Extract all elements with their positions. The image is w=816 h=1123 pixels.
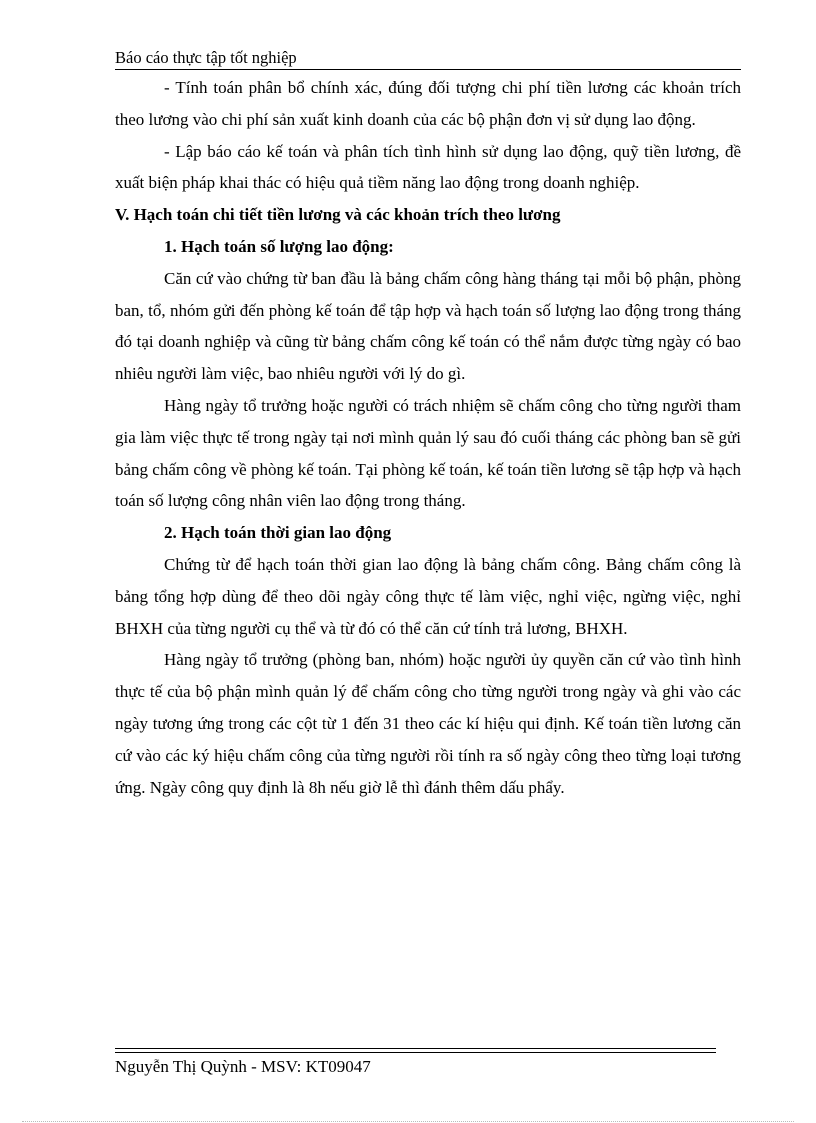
header-rule — [115, 69, 741, 70]
paragraph-timesheet-document: Chứng từ để hạch toán thời gian lao động là bảng chấm công. Bảng chấm công là bảng tổng hợp dùng để theo dõi ngày công thực tế làm việc, nghỉ việc, ngừng việc, nghỉ BHXH của từng người cụ thể và từ đó có thể căn cứ tính trả lương, BHXH. — [115, 554, 741, 638]
paragraph-daily-timekeeping: Hàng ngày tổ trưởng hoặc người có trách nhiệm sẽ chấm công cho từng người tham gia làm việc thực tế trong ngày tại nơi mình quản lý sau đó cuối tháng các phòng ban sẽ gửi bảng chấm công về phòng kế toán. Tại phòng kế toán, kế toán tiền lương sẽ tập hợp và hạch toán số lượng công nhân viên lao động trong tháng. — [115, 395, 741, 511]
paragraph-allocation: - Tính toán phân bổ chính xác, đúng đối tượng chi phí tiền lương các khoản trích theo lương vào chi phí sản xuất kinh doanh của các bộ phận đơn vị sử dụng lao động. — [115, 78, 741, 129]
footer-rule-top — [115, 1048, 716, 1049]
page-edge-divider — [22, 1121, 794, 1122]
subheading-labor-quantity: 1. Hạch toán số lượng lao động: — [164, 236, 394, 256]
footer-rule-bottom — [115, 1052, 716, 1053]
paragraph-reporting: - Lập báo cáo kế toán và phân tích tình hình sử dụng lao động, quỹ tiền lương, đề xuất biện pháp khai thác có hiệu quả tiềm năng lao động trong doanh nghiệp. — [115, 141, 741, 193]
page-header-title: Báo cáo thực tập tốt nghiệp — [115, 48, 297, 67]
subheading-labor-time: 2. Hạch toán thời gian lao động — [164, 523, 392, 543]
section-heading-v: V. Hạch toán chi tiết tiền lương và các khoản trích theo lương — [115, 205, 561, 225]
page-footer-author: Nguyễn Thị Quỳnh - MSV: KT09047 — [115, 1057, 371, 1076]
document-body — [115, 72, 741, 803]
paragraph-timesheet-basis: Căn cứ vào chứng từ ban đầu là bảng chấm công hàng tháng tại mỗi bộ phận, phòng ban, tổ, nhóm gửi đến phòng kế toán để tập hợp và hạch toán số lượng lao động trong tháng đó tại doanh nghiệp và cũng từ bảng chấm công kế toán có thể nắm được từng ngày có bao nhiêu người làm việc, bao nhiêu người với lý do gì. — [115, 268, 741, 384]
paragraph-timesheet-procedure: Hàng ngày tổ trưởng (phòng ban, nhóm) hoặc người ủy quyền căn cứ vào tình hình thực tế của bộ phận mình quản lý để chấm công cho từng người trong ngày và ghi vào các ngày tương ứng trong các cột từ 1 đến 31 theo các kí hiệu qui định. Kế toán tiền lương căn cứ vào các ký hiệu chấm công của từng người rồi tính ra số ngày công theo từng loại tương ứng. Ngày công quy định là 8h nếu giờ lễ thì đánh thêm dấu phẩy. — [115, 650, 741, 797]
